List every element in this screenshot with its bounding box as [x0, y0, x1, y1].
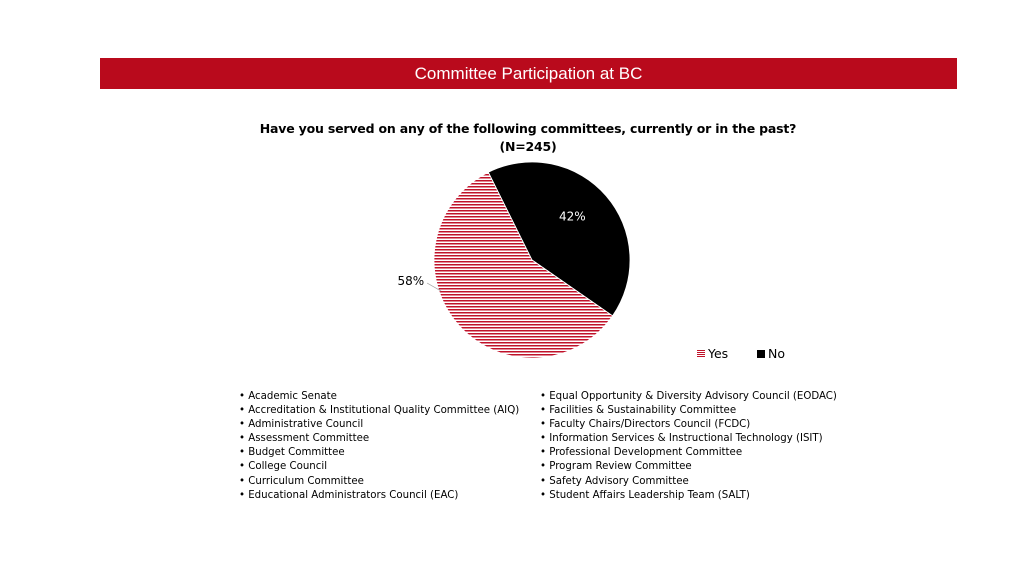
legend-swatch-no [757, 350, 765, 358]
committee-list-item: • Student Affairs Leadership Team (SALT) [540, 489, 837, 503]
committee-list-item: • Budget Committee [239, 446, 519, 460]
committee-list-item: • Academic Senate [239, 390, 519, 404]
committee-list-item: • Curriculum Committee [239, 475, 519, 489]
committee-list-left [239, 390, 519, 503]
committee-list-item: • Faculty Chairs/Directors Council (FCDC) [540, 418, 837, 432]
legend-item-no [757, 346, 785, 361]
committee-list-item: • Program Review Committee [540, 460, 837, 474]
committee-list-item: • Assessment Committee [239, 432, 519, 446]
page-title: Committee Participation at BC [414, 64, 643, 83]
committee-list-item: • Administrative Council [239, 418, 519, 432]
committee-list-item: • Information Services & Instructional Technology (ISIT) [540, 432, 837, 446]
committee-list-item: • Safety Advisory Committee [540, 475, 837, 489]
legend-item-yes [697, 346, 728, 361]
committee-list-item: • College Council [239, 460, 519, 474]
legend-label-yes: Yes [708, 346, 729, 361]
committee-list-item: • Accreditation & Institutional Quality Committee (AIQ) [239, 404, 519, 418]
committee-list-item: • Facilities & Sustainability Committee [540, 404, 837, 418]
committee-list-item: • Equal Opportunity & Diversity Advisory Council (EODAC) [540, 390, 837, 404]
committee-list-item: • Professional Development Committee [540, 446, 837, 460]
chart-title: Have you served on any of the following committees, currently or in the past? [259, 121, 797, 136]
committee-list-item: • Educational Administrators Council (EAC) [239, 489, 519, 503]
chart-subtitle: (N=245) [499, 139, 557, 154]
committee-list-right [540, 390, 837, 503]
legend-label-no: No [768, 346, 785, 361]
data-label-no: 42% [558, 209, 586, 224]
data-label-yes: 58% [397, 274, 425, 289]
legend-swatch-yes [697, 350, 705, 358]
